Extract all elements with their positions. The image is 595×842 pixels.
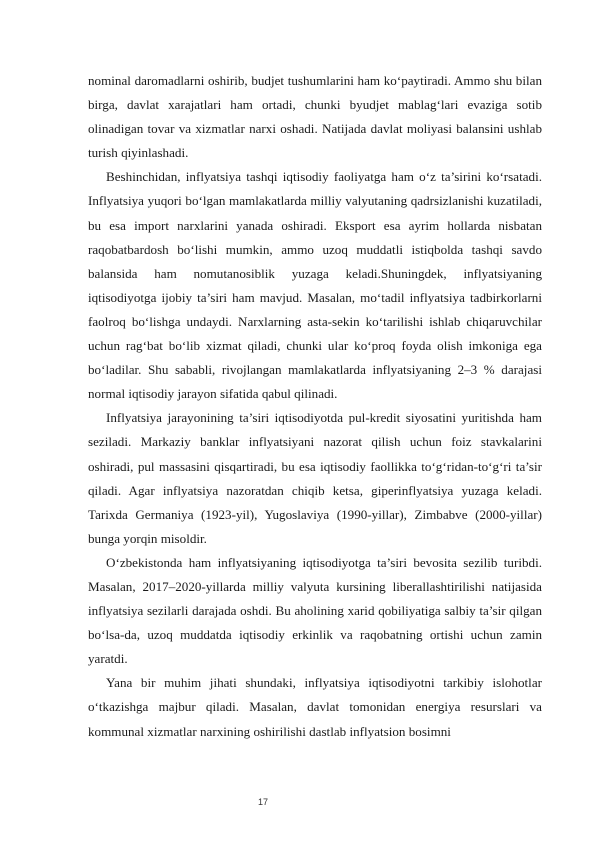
paragraph: O‘zbekistonda ham inflyatsiyaning iqtisodiyotga ta’siri bevosita sezilib turibdi. Masalan, 2017–2020-yillarda milliy valyuta kursining liberallashtirilishi natijasida inflyatsiya sezilarli darajada oshdi. Bu aholining xarid qobiliyatiga salbiy ta’sir qilgan bo‘lsa-da, uzoq muddatda iqtisodiy erkinlik va raqobatning ortishi uchun zamin yaratdi. — [88, 554, 542, 667]
paragraph: Beshinchidan, inflyatsiya tashqi iqtisodiy faoliyatga ham o‘z ta’sirini ko‘rsatadi. Inflyatsiya yuqori bo‘lgan mamlakatlarda milliy valyutaning qadrsizlanishi kuzatiladi, bu esa import narxlarini yanada oshiradi. Eksport esa ayrim hollarda nisbatan raqobatbardosh bo‘lishi mumkin, ammo uzoq muddatli istiqbolda tashqi savdo balansida ham nomutanosiblik yuzaga keladi.Shuningdek, inflyatsiyaning iqtisodiyotga ijobiy ta’siri ham mavjud. Masalan, mo‘tadil inflyatsiya tadbirkorlarni faolroq bo‘lishga undaydi. Narxlarning asta-sekin ko‘tarilishi ishlab chiqaruvchilar uchun rag‘bat bo‘lib xizmat qiladi, chunki ular ko‘proq foyda olish imkoniga ega bo‘ladilar. Shu sababli, rivojlangan mamlakatlarda inflyatsiyaning 2–3 % darajasi normal iqtisodiy jarayon sifatida qabul qilinadi. — [88, 169, 542, 402]
paragraph: nominal daromadlarni oshirib, budjet tushumlarini ham ko‘paytiradi. Ammo shu bilan birga, davlat xarajatlari ham ortadi, chunki byudjet mablag‘lari evaziga sotib olinadigan tovar va xizmatlar narxi oshadi. Natijada davlat moliyasi balansini ushlab turish qiyinlashadi. — [88, 73, 542, 161]
paragraph: Yana bir muhim jihati shundaki, inflyatsiya iqtisodiyotni tarkibiy islohotlar o‘tkazishga majbur qiladi. Masalan, davlat tomonidan energiya resurslari va kommunal xizmatlar narxining oshirilishi dastlab inflyatsion bosimni — [88, 675, 542, 739]
page-number: 17 — [258, 797, 269, 807]
paragraph: Inflyatsiya jarayonining ta’siri iqtisodiyotda pul-kredit siyosatini yuritishda ham seziladi. Markaziy banklar inflyatsiyani nazorat qilish uchun foiz stavkalarini oshiradi, pul massasini qisqartiradi, bu esa iqtisodiy faollikka to‘g‘ridan-to‘g‘ri ta’sir qiladi. Agar inflyatsiya nazoratdan chiqib ketsa, giperinflyatsiya yuzaga keladi. Tarixda Germaniya (1923-yil), Yugoslaviya (1990-yillar), Zimbabve (2000-yillar) bunga yorqin misoldir. — [88, 410, 542, 546]
document-body — [88, 69, 542, 744]
